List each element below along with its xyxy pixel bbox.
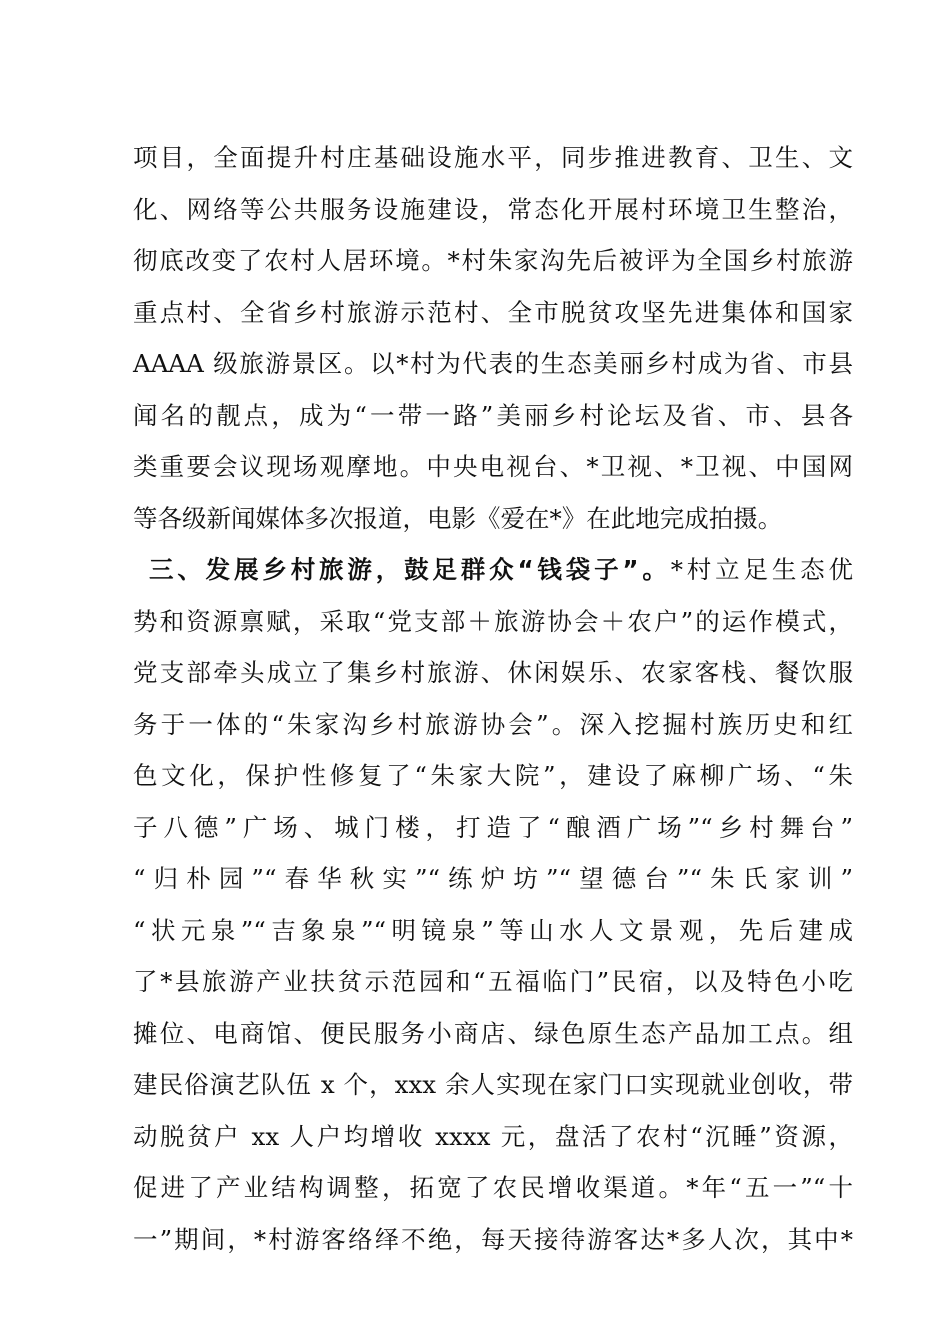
- body-text: [133, 132, 853, 1265]
- text-line: 重点村、全省乡村旅游示范村、全市脱贫攻坚先进集体和国家: [133, 297, 853, 327]
- text-line: 项目，全面提升村庄基础设施水平，同步推进教育、卫生、文: [133, 143, 853, 172]
- text-line: 势和资源禀赋，采取“党支部＋旅游协会＋农户”的运作模式，: [133, 606, 853, 636]
- text-line: 彻底改变了农村人居环境。*村朱家沟先后被评为全国乡村旅游: [133, 246, 853, 275]
- text-fragment: *村立足生态优: [670, 555, 854, 584]
- text-line: 促进了产业结构调整，拓宽了农民增收渠道。*年“五一”“十: [133, 1173, 853, 1202]
- text-line: 了*县旅游产业扶贫示范园和“五福临门”民宿，以及特色小吃: [133, 967, 853, 996]
- text-line: “状元泉”“吉象泉”“明镜泉”等山水人文景观，先后建成: [133, 915, 853, 945]
- text-line: 建民俗演艺队伍 x 个，xxx 余人实现在家门口实现就业创收，带: [133, 1070, 853, 1099]
- text-line: 子八德”广场、城门楼，打造了“酿酒广场”“乡村舞台”: [133, 812, 853, 842]
- text-line: 色文化，保护性修复了“朱家大院”，建设了麻柳广场、“朱: [133, 761, 853, 790]
- section-heading: 三、发展乡村旅游，鼓足群众“钱袋子”。: [149, 555, 671, 584]
- text-line: 一”期间，*村游客络绎不绝，每天接待游客达*多人次，其中*: [133, 1224, 853, 1254]
- paragraph-one: [133, 132, 853, 544]
- paragraph-two: [133, 544, 853, 1265]
- text-line: 务于一体的“朱家沟乡村旅游协会”。深入挖掘村族历史和红: [133, 709, 853, 739]
- paragraph-first-line: [133, 544, 853, 596]
- text-line: 化、网络等公共服务设施建设，常态化开展村环境卫生整治，: [133, 194, 853, 224]
- text-line: AAAA 级旅游景区。以*村为代表的生态美丽乡村成为省、市县: [133, 349, 853, 378]
- text-line: 党支部牵头成立了集乡村旅游、休闲娱乐、农家客栈、餐饮服: [133, 658, 853, 687]
- text-line: “归朴园”“春华秋实”“练炉坊”“望德台”“朱氏家训”: [133, 864, 853, 893]
- text-line: 摊位、电商馆、便民服务小商店、绿色原生态产品加工点。组: [133, 1018, 853, 1048]
- text-line: 类重要会议现场观摩地。中央电视台、*卫视、*卫视、中国网: [133, 452, 853, 481]
- text-line: 闻名的靓点，成为“一带一路”美丽乡村论坛及省、市、县各: [133, 400, 853, 430]
- text-line: 动脱贫户 xx 人户均增收 xxxx 元，盘活了农村“沉睡”资源，: [133, 1121, 853, 1151]
- text-line: 等各级新闻媒体多次报道，电影《爱在*》在此地完成拍摄。: [133, 503, 783, 533]
